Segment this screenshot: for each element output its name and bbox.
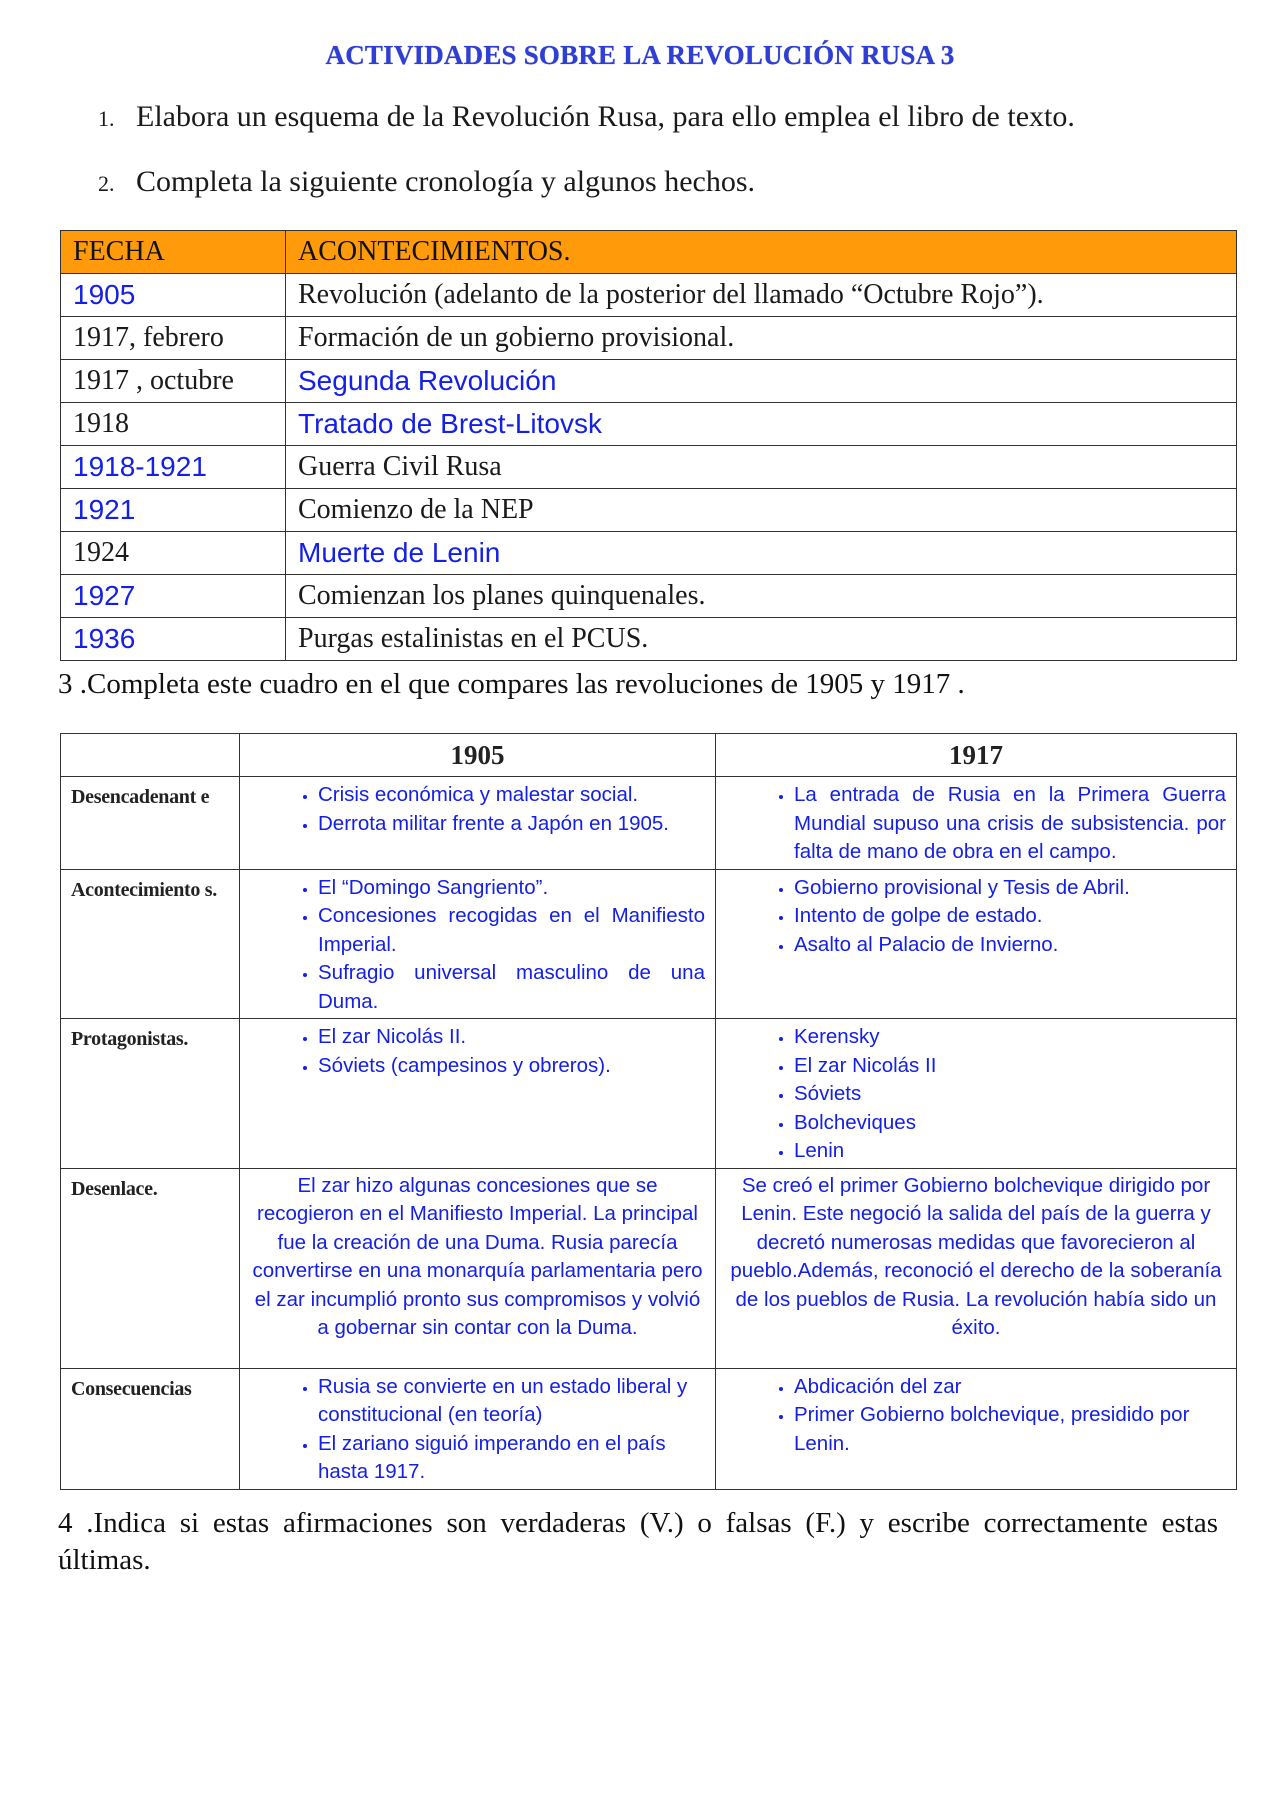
table-row [61, 489, 1237, 532]
list-item: • Bolcheviques [794, 1109, 1226, 1138]
list-item: • Rusia se convierte en un estado liberal y constitucional (en teoría) [318, 1373, 705, 1430]
list-item: • El zariano siguió imperando en el país hasta 1917. [318, 1430, 705, 1487]
column-header-1905: 1905 [240, 734, 716, 777]
row-consecuencias [61, 1368, 1237, 1489]
date-cell: 1927 [61, 575, 286, 618]
list-item: • La entrada de Rusia en la Primera Guerra Mundial supuso una crisis de subsistencia. por falta de mano de obra en el campo. [794, 781, 1226, 867]
list-item: • El “Domingo Sangriento”. [318, 874, 705, 903]
date-cell: 1921 [61, 489, 286, 532]
table-row [61, 360, 1237, 403]
cell-1905 [240, 1368, 716, 1489]
list-item: • Crisis económica y malestar social. [318, 781, 705, 810]
outcome-text: Se creó el primer Gobierno bolchevique dirigido por Lenin. Este negoció la salida del país de la guerra y decretó numerosas medidas que favorecieron al pueblo.Además, reconoció el derecho de la soberanía de los pueblos de Rusia. La revolución había sido un éxito. [730, 1173, 1222, 1339]
instruction-number: 1. [98, 106, 115, 131]
list-item: • Lenin [794, 1137, 1226, 1166]
row-desenlace [61, 1168, 1237, 1368]
table-row [61, 575, 1237, 618]
list-item: • Derrota militar frente a Japón en 1905. [318, 810, 705, 839]
table-row [61, 532, 1237, 575]
list-item: • Abdicación del zar [794, 1373, 1226, 1402]
date-cell: 1905 [61, 274, 286, 317]
list-item: • Intento de golpe de estado. [794, 902, 1226, 931]
task-3-heading: 3 .Completa este cuadro en el que compares las revoluciones de 1905 y 1917 . [58, 668, 965, 700]
instruction-1 [98, 100, 1075, 134]
row-acontecimientos [61, 869, 1237, 1019]
chronology-header-row [61, 231, 1237, 274]
event-cell: Segunda Revolución [286, 360, 1237, 403]
event-cell: Comienzan los planes quinquenales. [286, 575, 1237, 618]
row-protagonistas [61, 1019, 1237, 1169]
cell-1917 [716, 869, 1237, 1019]
bullet-list [240, 1369, 715, 1489]
instruction-text: Completa la siguiente cronología y algunos hechos. [136, 165, 756, 198]
table-row [61, 274, 1237, 317]
event-cell: Tratado de Brest-Litovsk [286, 403, 1237, 446]
instruction-2 [98, 165, 755, 199]
cell-1917 [716, 1368, 1237, 1489]
comparison-table [60, 733, 1237, 1490]
date-cell: 1918 [61, 403, 286, 446]
comparison-header-row [61, 734, 1237, 777]
row-label: Acontecimiento s. [61, 869, 240, 1019]
table-row [61, 403, 1237, 446]
row-label: Desencadenant e [61, 777, 240, 870]
empty-corner-cell [61, 734, 240, 777]
page-title: ACTIVIDADES SOBRE LA REVOLUCIÓN RUSA 3 [325, 40, 955, 70]
bullet-list [240, 870, 715, 1019]
bullet-list [240, 777, 715, 840]
list-item: • Concesiones recogidas en el Manifiesto Imperial. [318, 902, 705, 959]
date-cell: 1924 [61, 532, 286, 575]
date-cell: 1917, febrero [61, 317, 286, 360]
bullet-list [716, 777, 1236, 869]
list-item: • El zar Nicolás II. [318, 1023, 705, 1052]
instruction-text: Elabora un esquema de la Revolución Rusa, para ello emplea el libro de texto. [136, 100, 1075, 133]
column-header-1917: 1917 [716, 734, 1237, 777]
cell-1917 [716, 1168, 1237, 1368]
cell-1917 [716, 777, 1237, 870]
list-item: • Primer Gobierno bolchevique, presidido por Lenin. [794, 1401, 1226, 1458]
event-cell: Muerte de Lenin [286, 532, 1237, 575]
date-cell: 1917 , octubre [61, 360, 286, 403]
event-cell: Revolución (adelanto de la posterior del llamado “Octubre Rojo”). [286, 274, 1237, 317]
row-label: Consecuencias [61, 1368, 240, 1489]
table-row [61, 618, 1237, 661]
date-cell: 1936 [61, 618, 286, 661]
event-cell: Comienzo de la NEP [286, 489, 1237, 532]
cell-1905 [240, 1168, 716, 1368]
outcome-text: El zar hizo algunas concesiones que se recogieron en el Manifiesto Imperial. La principal fue la creación de una Duma. Rusia parecía convertirse en una monarquía parlamentaria pero el zar incumplió pronto sus compromisos y volvió a gobernar sin contar con la Duma. [252, 1173, 703, 1339]
cell-1905 [240, 1019, 716, 1169]
task-4-heading: 4 .Indica si estas afirmaciones son verdaderas (V.) o falsas (F.) y escribe correctamente estas últimas. [58, 1507, 1218, 1576]
row-desencadenante [61, 777, 1237, 870]
bullet-list [716, 870, 1236, 962]
event-cell: Purgas estalinistas en el PCUS. [286, 618, 1237, 661]
list-item: • Asalto al Palacio de Invierno. [794, 931, 1226, 960]
bullet-list [240, 1019, 715, 1082]
chronology-table [60, 230, 1237, 661]
row-label: Desenlace. [61, 1168, 240, 1368]
bullet-list [716, 1019, 1236, 1168]
list-item: • Sóviets [794, 1080, 1226, 1109]
header-events: ACONTECIMIENTOS. [286, 231, 1237, 274]
list-item: • El zar Nicolás II [794, 1052, 1226, 1081]
cell-1905 [240, 869, 716, 1019]
list-item: • Sóviets (campesinos y obreros). [318, 1052, 705, 1081]
bullet-list [716, 1369, 1236, 1461]
list-item: • Gobierno provisional y Tesis de Abril. [794, 874, 1226, 903]
date-cell: 1918-1921 [61, 446, 286, 489]
list-item: • Kerensky [794, 1023, 1226, 1052]
table-row [61, 317, 1237, 360]
event-cell: Formación de un gobierno provisional. [286, 317, 1237, 360]
row-label: Protagonistas. [61, 1019, 240, 1169]
header-date: FECHA [61, 231, 286, 274]
cell-1905 [240, 777, 716, 870]
list-item: • Sufragio universal masculino de una Duma. [318, 959, 705, 1016]
instruction-number: 2. [98, 171, 115, 196]
event-cell: Guerra Civil Rusa [286, 446, 1237, 489]
cell-1917 [716, 1019, 1237, 1169]
table-row [61, 446, 1237, 489]
